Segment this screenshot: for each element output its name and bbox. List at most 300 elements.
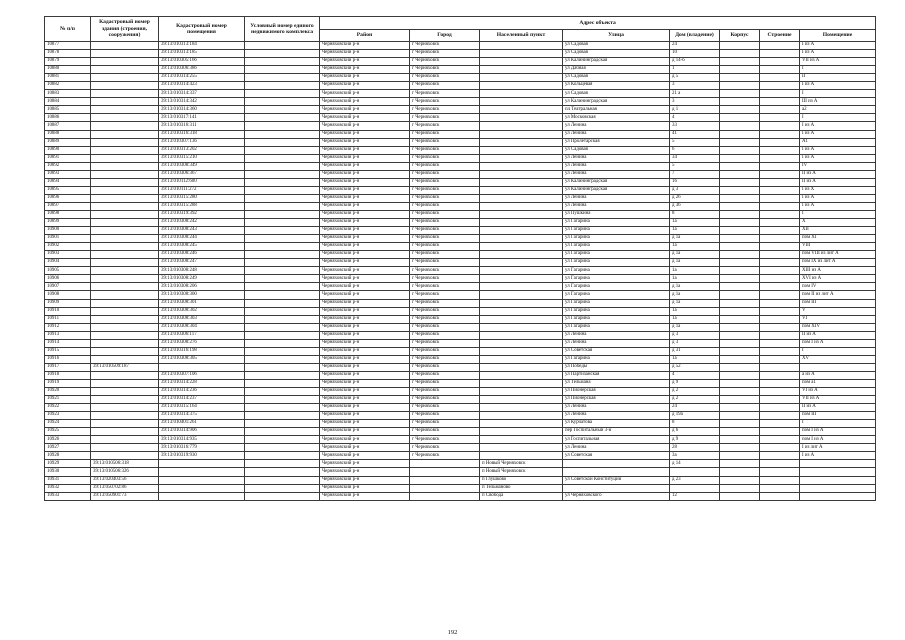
cell-settlement: п Тельманово xyxy=(480,484,563,492)
table-row xyxy=(45,363,876,371)
cell-corpus xyxy=(720,484,760,492)
cell-street: ул Победы xyxy=(563,363,670,371)
cell-cad-building xyxy=(91,291,159,299)
cell-cad-building: 39:13:020403:56 xyxy=(91,476,159,484)
table-row xyxy=(45,492,876,500)
cell-cad-room: 39:13:010316:198 xyxy=(159,347,245,355)
cell-building xyxy=(760,259,800,267)
table-row xyxy=(45,227,876,235)
cell-cad-building xyxy=(91,331,159,339)
cell-corpus xyxy=(720,130,760,138)
cell-city: г Черняховск xyxy=(410,202,480,210)
cell-premises: III из А xyxy=(800,98,876,106)
cell-settlement xyxy=(480,339,563,347)
cell-street: ул Калининградская xyxy=(563,98,670,106)
cell-cad-building xyxy=(91,339,159,347)
cell-cad-room xyxy=(159,484,245,492)
cell-conditional-number xyxy=(245,259,320,267)
cell-premises: I из X xyxy=(800,186,876,194)
cell-cad-building xyxy=(91,194,159,202)
cell-premises: a2 xyxy=(800,106,876,114)
cell-corpus xyxy=(720,315,760,323)
cell-num: 10920 xyxy=(45,388,91,396)
cell-cad-room: 39:13:010308:303 xyxy=(159,315,245,323)
cell-conditional-number xyxy=(245,420,320,428)
cell-cad-building xyxy=(91,267,159,275)
cell-city: г Черняховск xyxy=(410,194,480,202)
cell-building xyxy=(760,388,800,396)
cell-settlement xyxy=(480,436,563,444)
cell-settlement xyxy=(480,106,563,114)
cell-cad-building: 39:13:050702:86 xyxy=(91,484,159,492)
cell-city: г Черняховск xyxy=(410,323,480,331)
cell-street: ул Садовая xyxy=(563,90,670,98)
cell-cad-building xyxy=(91,379,159,387)
cell-premises xyxy=(800,476,876,484)
cell-house: д 2 xyxy=(670,388,720,396)
cell-corpus xyxy=(720,162,760,170)
cell-settlement xyxy=(480,202,563,210)
cell-cad-building xyxy=(91,42,159,50)
cell-premises: VI из А xyxy=(800,388,876,396)
cell-settlement xyxy=(480,243,563,251)
cell-premises: I из лит А xyxy=(800,444,876,452)
cell-house: 5 xyxy=(670,162,720,170)
cell-premises: II из А xyxy=(800,331,876,339)
cell-building xyxy=(760,291,800,299)
header-address-group: Адрес объекта xyxy=(320,17,876,30)
cell-street xyxy=(563,484,670,492)
table-row xyxy=(45,138,876,146)
cell-cad-building: 39:13:010506:326 xyxy=(91,468,159,476)
cell-conditional-number xyxy=(245,186,320,194)
page-number: 192 xyxy=(447,629,458,636)
cell-city: г Черняховск xyxy=(410,210,480,218)
cell-num: 10891 xyxy=(45,154,91,162)
cell-building xyxy=(760,202,800,210)
cell-num: 10928 xyxy=(45,452,91,460)
cell-corpus xyxy=(720,82,760,90)
cell-district: Черняховский р-н xyxy=(320,219,410,227)
cell-city: г Черняховск xyxy=(410,227,480,235)
cell-street: ул Советская xyxy=(563,347,670,355)
cell-cad-building xyxy=(91,162,159,170)
cell-building xyxy=(760,355,800,363)
cell-building xyxy=(760,452,800,460)
cell-settlement xyxy=(480,170,563,178)
cell-premises: IV xyxy=(800,162,876,170)
cell-settlement: п Новый Черняховск xyxy=(480,460,563,468)
cell-city: г Черняховск xyxy=(410,307,480,315)
cell-district: Черняховский р-н xyxy=(320,355,410,363)
cell-district: Черняховский р-н xyxy=(320,130,410,138)
cell-district: Черняховский р-н xyxy=(320,275,410,283)
cell-district: Черняховский р-н xyxy=(320,259,410,267)
cell-settlement xyxy=(480,146,563,154)
cell-building xyxy=(760,178,800,186)
table-row xyxy=(45,460,876,468)
cell-city: г Черняховск xyxy=(410,355,480,363)
cell-cad-building xyxy=(91,138,159,146)
cell-settlement xyxy=(480,323,563,331)
cell-corpus xyxy=(720,122,760,130)
cell-street: ул Ленина xyxy=(563,412,670,420)
cell-cad-room: 39:13:010308:302 xyxy=(159,307,245,315)
cell-corpus xyxy=(720,452,760,460)
cell-house: д 1а xyxy=(670,299,720,307)
cell-cad-building: 39:13:010506:318 xyxy=(91,460,159,468)
cell-conditional-number xyxy=(245,235,320,243)
table-row xyxy=(45,74,876,82)
cell-settlement xyxy=(480,58,563,66)
cell-conditional-number xyxy=(245,50,320,58)
cell-num: 10929 xyxy=(45,460,91,468)
cell-cad-room: 39:13:010308:304 xyxy=(159,323,245,331)
cell-conditional-number xyxy=(245,122,320,130)
table-row xyxy=(45,90,876,98)
cell-house: д 52 xyxy=(670,363,720,371)
cell-premises: I из А xyxy=(800,42,876,50)
cell-conditional-number xyxy=(245,114,320,122)
cell-settlement xyxy=(480,371,563,379)
cell-cad-building xyxy=(91,420,159,428)
cell-city: г Черняховск xyxy=(410,404,480,412)
cell-building xyxy=(760,428,800,436)
cell-num: 10892 xyxy=(45,162,91,170)
cell-city: г Черняховск xyxy=(410,283,480,291)
cell-conditional-number xyxy=(245,219,320,227)
cell-cad-building xyxy=(91,299,159,307)
cell-district: Черняховский р-н xyxy=(320,291,410,299)
cell-street: ул Госпитальная xyxy=(563,436,670,444)
cell-street: ул Гагарина xyxy=(563,227,670,235)
cell-house: 1а xyxy=(670,307,720,315)
cell-num: 10894 xyxy=(45,178,91,186)
cell-corpus xyxy=(720,371,760,379)
cell-cad-room: 39:13:010314:375 xyxy=(159,412,245,420)
cell-building xyxy=(760,251,800,259)
cell-district: Черняховский р-н xyxy=(320,460,410,468)
cell-corpus xyxy=(720,50,760,58)
cell-city: г Черняховск xyxy=(410,299,480,307)
cell-house: 4 xyxy=(670,371,720,379)
cell-cad-room: 39:13:010315:164 xyxy=(159,404,245,412)
cell-settlement xyxy=(480,275,563,283)
cell-conditional-number xyxy=(245,460,320,468)
table-row xyxy=(45,396,876,404)
cell-house: 5 xyxy=(670,138,720,146)
cell-district: Черняховский р-н xyxy=(320,363,410,371)
cell-house: д 19а xyxy=(670,412,720,420)
cell-street: ул Ленина xyxy=(563,202,670,210)
cell-district: Черняховский р-н xyxy=(320,90,410,98)
cell-city: г Черняховск xyxy=(410,275,480,283)
table-row xyxy=(45,243,876,251)
cell-cad-room: 39:13:010308:300 xyxy=(159,291,245,299)
cell-house: д 1 xyxy=(670,106,720,114)
cell-num: 10911 xyxy=(45,315,91,323)
header-cad-room: Кадастровый номер помещения xyxy=(159,17,245,42)
cell-num: 10922 xyxy=(45,404,91,412)
cell-corpus xyxy=(720,170,760,178)
cell-district: Черняховский р-н xyxy=(320,50,410,58)
cell-house: 1а xyxy=(670,243,720,251)
cell-settlement xyxy=(480,210,563,218)
cell-building xyxy=(760,170,800,178)
cell-building xyxy=(760,468,800,476)
cell-city: г Черняховск xyxy=(410,379,480,387)
cell-num: 10932 xyxy=(45,484,91,492)
cell-premises xyxy=(800,363,876,371)
cell-street: ул Садовая xyxy=(563,74,670,82)
cell-house: 41 xyxy=(670,130,720,138)
cell-premises: I из А xyxy=(800,82,876,90)
cell-district: Черняховский р-н xyxy=(320,146,410,154)
cell-house: 8 xyxy=(670,210,720,218)
cell-corpus xyxy=(720,291,760,299)
cell-cad-building xyxy=(91,412,159,420)
cell-building xyxy=(760,347,800,355)
cell-cad-building xyxy=(91,371,159,379)
cell-street: ул Ленина xyxy=(563,331,670,339)
cell-city: г Черняховск xyxy=(410,347,480,355)
cell-district: Черняховский р-н xyxy=(320,484,410,492)
cell-premises: пом XIV xyxy=(800,323,876,331)
cell-building xyxy=(760,339,800,347)
cell-settlement xyxy=(480,404,563,412)
cell-street: ул Гагарина xyxy=(563,307,670,315)
header-settlement: Населенный пункт xyxy=(480,30,563,42)
cell-street: ул Садовая xyxy=(563,42,670,50)
cell-street: ул Курчатова xyxy=(563,420,670,428)
cell-building xyxy=(760,186,800,194)
cell-settlement xyxy=(480,66,563,74)
cell-building xyxy=(760,90,800,98)
cell-corpus xyxy=(720,331,760,339)
cell-city: г Черняховск xyxy=(410,66,480,74)
cell-settlement xyxy=(480,50,563,58)
cell-building xyxy=(760,331,800,339)
cell-settlement xyxy=(480,74,563,82)
cell-house: д 23 xyxy=(670,476,720,484)
cell-conditional-number xyxy=(245,66,320,74)
cell-house: 8 xyxy=(670,420,720,428)
cell-premises: пом I из А xyxy=(800,339,876,347)
cell-num: 10882 xyxy=(45,82,91,90)
cell-house: д 36 xyxy=(670,202,720,210)
cell-cad-room: 39:13:010317:141 xyxy=(159,114,245,122)
cell-corpus xyxy=(720,154,760,162)
cell-conditional-number xyxy=(245,339,320,347)
cell-street: ул Ленина xyxy=(563,404,670,412)
cell-house: 1 xyxy=(670,66,720,74)
cell-premises: VII из А xyxy=(800,396,876,404)
cell-city: г Черняховск xyxy=(410,74,480,82)
cell-premises: II из А xyxy=(800,170,876,178)
cell-settlement xyxy=(480,227,563,235)
cell-cad-room: 39:13:010307:106 xyxy=(159,371,245,379)
table-row xyxy=(45,420,876,428)
cell-settlement xyxy=(480,307,563,315)
cell-city: г Черняховск xyxy=(410,331,480,339)
cell-corpus xyxy=(720,114,760,122)
cell-city: г Черняховск xyxy=(410,243,480,251)
cell-district: Черняховский р-н xyxy=(320,371,410,379)
cell-num: 10916 xyxy=(45,355,91,363)
cell-conditional-number xyxy=(245,396,320,404)
cell-conditional-number xyxy=(245,130,320,138)
cell-city: г Черняховск xyxy=(410,428,480,436)
cell-cad-room: 39:13:010314:935 xyxy=(159,436,245,444)
table-row xyxy=(45,130,876,138)
cell-premises: пом III xyxy=(800,299,876,307)
cell-cad-building xyxy=(91,114,159,122)
cell-conditional-number xyxy=(245,379,320,387)
header-corpus: Корпус xyxy=(720,30,760,42)
cell-street: ул Дачная xyxy=(563,66,670,74)
cell-building xyxy=(760,138,800,146)
table-row xyxy=(45,379,876,387)
cell-house: д 1а xyxy=(670,251,720,259)
cell-district: Черняховский р-н xyxy=(320,283,410,291)
cell-num: 10902 xyxy=(45,243,91,251)
cell-cad-room: 39:13:010316:779 xyxy=(159,444,245,452)
cell-corpus xyxy=(720,178,760,186)
cell-num: 10883 xyxy=(45,90,91,98)
cell-corpus xyxy=(720,404,760,412)
cell-building xyxy=(760,379,800,387)
cell-num: 10914 xyxy=(45,339,91,347)
cell-corpus xyxy=(720,66,760,74)
cell-num: 10931 xyxy=(45,476,91,484)
cell-building xyxy=(760,98,800,106)
table-row xyxy=(45,114,876,122)
cell-street: ул Московская xyxy=(563,114,670,122)
cell-building xyxy=(760,146,800,154)
cell-conditional-number xyxy=(245,138,320,146)
cell-district: Черняховский р-н xyxy=(320,468,410,476)
cell-num: 10930 xyxy=(45,468,91,476)
cell-cad-room: 39:13:010306:386 xyxy=(159,66,245,74)
cell-cad-room: 39:13:010308:276 xyxy=(159,339,245,347)
cell-street: пл Театральная xyxy=(563,106,670,114)
property-register-table xyxy=(44,16,876,501)
cell-street: ул Ленина xyxy=(563,162,670,170)
cell-district: Черняховский р-н xyxy=(320,492,410,500)
cell-district: Черняховский р-н xyxy=(320,347,410,355)
cell-corpus xyxy=(720,210,760,218)
cell-conditional-number xyxy=(245,484,320,492)
cell-city xyxy=(410,460,480,468)
cell-cad-building xyxy=(91,130,159,138)
cell-conditional-number xyxy=(245,347,320,355)
cell-premises: XVI из А xyxy=(800,275,876,283)
cell-premises: пом a1 xyxy=(800,379,876,387)
cell-corpus xyxy=(720,420,760,428)
cell-num: 10933 xyxy=(45,492,91,500)
table-row xyxy=(45,371,876,379)
cell-house: 7 xyxy=(670,170,720,178)
cell-street: ул Ленина xyxy=(563,154,670,162)
cell-cad-room xyxy=(159,460,245,468)
cell-building xyxy=(760,420,800,428)
cell-conditional-number xyxy=(245,283,320,291)
cell-corpus xyxy=(720,355,760,363)
cell-premises: I из А xyxy=(800,154,876,162)
cell-num: 10905 xyxy=(45,267,91,275)
table-row xyxy=(45,186,876,194)
cell-cad-room: 39:13:010112:600 xyxy=(159,178,245,186)
cell-corpus xyxy=(720,460,760,468)
cell-settlement xyxy=(480,162,563,170)
cell-house: 1а xyxy=(670,227,720,235)
cell-cad-building xyxy=(91,186,159,194)
table-row xyxy=(45,468,876,476)
cell-settlement xyxy=(480,283,563,291)
cell-building xyxy=(760,66,800,74)
table-row xyxy=(45,178,876,186)
cell-street: ул Советская xyxy=(563,452,670,460)
cell-district: Черняховский р-н xyxy=(320,299,410,307)
cell-district: Черняховский р-н xyxy=(320,210,410,218)
cell-conditional-number xyxy=(245,355,320,363)
cell-num: 10901 xyxy=(45,235,91,243)
cell-cad-room: 39:13:010313:185 xyxy=(159,50,245,58)
cell-corpus xyxy=(720,436,760,444)
cell-house: д 31 xyxy=(670,347,720,355)
cell-city: г Черняховск xyxy=(410,154,480,162)
cell-corpus xyxy=(720,307,760,315)
cell-cad-building xyxy=(91,388,159,396)
cell-corpus xyxy=(720,58,760,66)
cell-house: 4 xyxy=(670,114,720,122)
cell-district: Черняховский р-н xyxy=(320,404,410,412)
table-row xyxy=(45,82,876,90)
cell-conditional-number xyxy=(245,315,320,323)
cell-street: ул Ленина xyxy=(563,170,670,178)
cell-street: пер Госпитальный 3-й xyxy=(563,428,670,436)
table-row xyxy=(45,170,876,178)
cell-premises xyxy=(800,460,876,468)
cell-house: 16 xyxy=(670,178,720,186)
cell-street: ул Пролетарская xyxy=(563,138,670,146)
cell-house: 28 xyxy=(670,444,720,452)
table-row xyxy=(45,388,876,396)
cell-corpus xyxy=(720,267,760,275)
cell-cad-room: 39:13:010308:301 xyxy=(159,299,245,307)
cell-conditional-number xyxy=(245,74,320,82)
cell-settlement xyxy=(480,452,563,460)
cell-street: ул Ленина xyxy=(563,122,670,130)
cell-city: г Черняховск xyxy=(410,452,480,460)
cell-premises: VII из А xyxy=(800,58,876,66)
cell-num: 10919 xyxy=(45,379,91,387)
header-district: Район xyxy=(320,30,410,42)
table-row xyxy=(45,323,876,331)
register-sheet xyxy=(44,16,875,501)
cell-house: д 3 xyxy=(670,331,720,339)
cell-district: Черняховский р-н xyxy=(320,98,410,106)
cell-settlement xyxy=(480,219,563,227)
cell-corpus xyxy=(720,363,760,371)
cell-district: Черняховский р-н xyxy=(320,379,410,387)
cell-corpus xyxy=(720,98,760,106)
cell-conditional-number xyxy=(245,194,320,202)
cell-city xyxy=(410,476,480,484)
cell-corpus xyxy=(720,283,760,291)
cell-premises: I из А xyxy=(800,194,876,202)
cell-settlement xyxy=(480,428,563,436)
